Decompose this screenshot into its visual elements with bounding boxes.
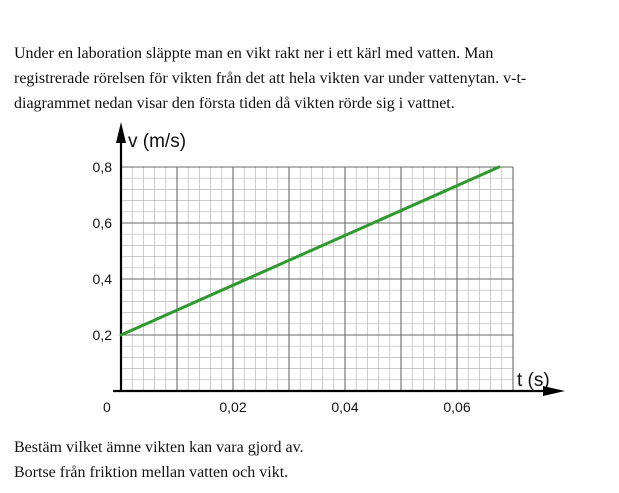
question-line: Bortse från friktion mellan vatten och vikt. <box>14 464 289 481</box>
y-axis-title: v (m/s) <box>128 131 187 152</box>
tick-labels <box>93 159 471 415</box>
y-tick-label: 0,2 <box>92 327 112 343</box>
y-tick-label: 0,6 <box>92 215 112 231</box>
x-tick-label: 0,02 <box>219 399 247 415</box>
axes <box>113 122 565 396</box>
series-line <box>121 167 499 335</box>
x-tick-label: 0,04 <box>331 399 359 415</box>
intro-line: registrerade rörelsen för vikten från det att hela vikten var under vattenytan. v-t- <box>14 70 527 87</box>
question-text <box>14 435 609 485</box>
y-tick-label: 0,4 <box>92 271 112 287</box>
intro-line: Under en laboration släppte man en vikt rakt ner i ett kärl med vatten. Man <box>14 45 494 62</box>
x-tick-label: 0,06 <box>443 399 471 415</box>
x-axis-title: t (s) <box>517 370 550 391</box>
origin-label: 0 <box>103 399 111 415</box>
question-line: Bestäm vilket ämne vikten kan vara gjord av. <box>14 439 304 456</box>
y-tick-label: 0,8 <box>92 159 112 175</box>
intro-line: diagrammet nedan visar den första tiden då vikten rörde sig i vattnet. <box>14 95 455 112</box>
series-layer <box>121 167 499 335</box>
y-axis-arrowhead <box>116 122 126 143</box>
